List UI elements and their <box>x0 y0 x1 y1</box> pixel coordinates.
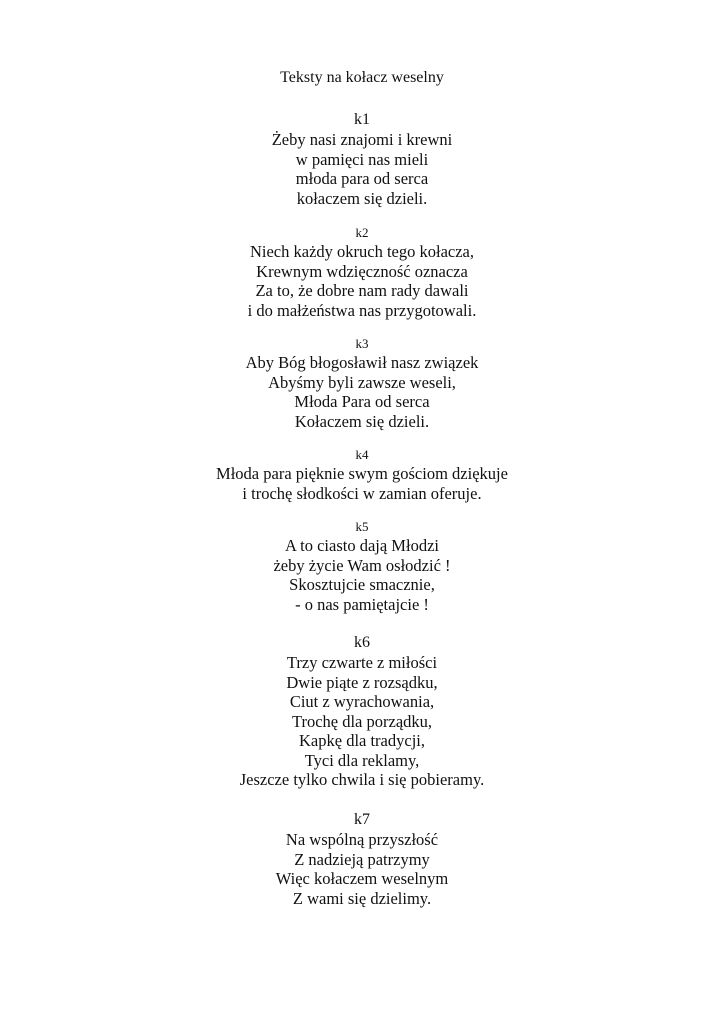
verse-line: Kapkę dla tradycji, <box>299 731 425 750</box>
verse-line: Żeby nasi znajomi i krewni <box>271 130 453 149</box>
verse-line: Ciut z wyrachowania, <box>289 692 435 711</box>
verse-line: żeby życie Wam osłodzić ! <box>273 555 451 575</box>
verse-line: A to ciasto dają Młodzi <box>285 536 439 555</box>
verse-line: w pamięci nas mieli <box>295 149 429 169</box>
verse-line: Aby Bóg błogosławił nasz związek <box>245 353 479 372</box>
verse-line: Młoda Para od serca <box>294 392 430 411</box>
verse-line: Na wspólną przyszłość <box>285 830 439 849</box>
verse-line: Skosztujcie smacznie, <box>289 575 435 594</box>
verse-line: młoda para od serca <box>295 169 429 188</box>
verse-line: Krewnym wdzięczność oznacza <box>256 261 468 281</box>
stanza-label: k4 <box>355 447 369 462</box>
stanza-label: k1 <box>354 111 370 128</box>
stanza-k2 <box>0 224 724 320</box>
verse-line: Jeszcze tylko chwila i się pobieramy. <box>239 770 485 789</box>
verse-line: - o nas pamiętajcie ! <box>295 594 429 614</box>
verse-line: kołaczem się dzieli. <box>296 188 428 208</box>
verse-line: Młoda para pięknie swym gościom dziękuje <box>216 464 508 483</box>
verse-line: Niech każdy okruch tego kołacza, <box>249 242 475 261</box>
verse-line: Trzy czwarte z miłości <box>286 653 438 672</box>
stanza-k1 <box>0 110 724 208</box>
verse-line: Abyśmy byli zawsze weseli, <box>268 372 456 392</box>
stanza-label: k2 <box>355 225 369 240</box>
verse-line: Za to, że dobre nam rady dawali <box>255 281 469 300</box>
stanza-label: k6 <box>354 634 370 651</box>
verse-line: Kołaczem się dzieli. <box>294 411 430 431</box>
document-title: Teksty na kołacz weselny <box>280 69 444 86</box>
verse-line: i do małżeństwa nas przygotowali. <box>247 300 477 320</box>
stanza-k4 <box>0 446 724 503</box>
verse-line: Tyci dla reklamy, <box>304 750 420 770</box>
verse-line: Trochę dla porządku, <box>291 711 433 731</box>
stanza-label: k7 <box>354 811 370 828</box>
verse-line: i trochę słodkości w zamian oferuje. <box>242 483 482 503</box>
verse-line: Dwie piąte z rozsądku, <box>286 672 438 692</box>
stanza-label: k3 <box>355 336 369 351</box>
verse-line: Więc kołaczem weselnym <box>275 869 449 888</box>
verse-line: Z wami się dzielimy. <box>292 888 432 908</box>
verse-line: Z nadzieją patrzymy <box>294 849 430 869</box>
stanza-label: k5 <box>355 519 369 534</box>
stanza-k6 <box>0 633 724 790</box>
stanza-k7 <box>0 810 724 908</box>
stanza-k3 <box>0 335 724 431</box>
stanza-k5 <box>0 518 724 614</box>
